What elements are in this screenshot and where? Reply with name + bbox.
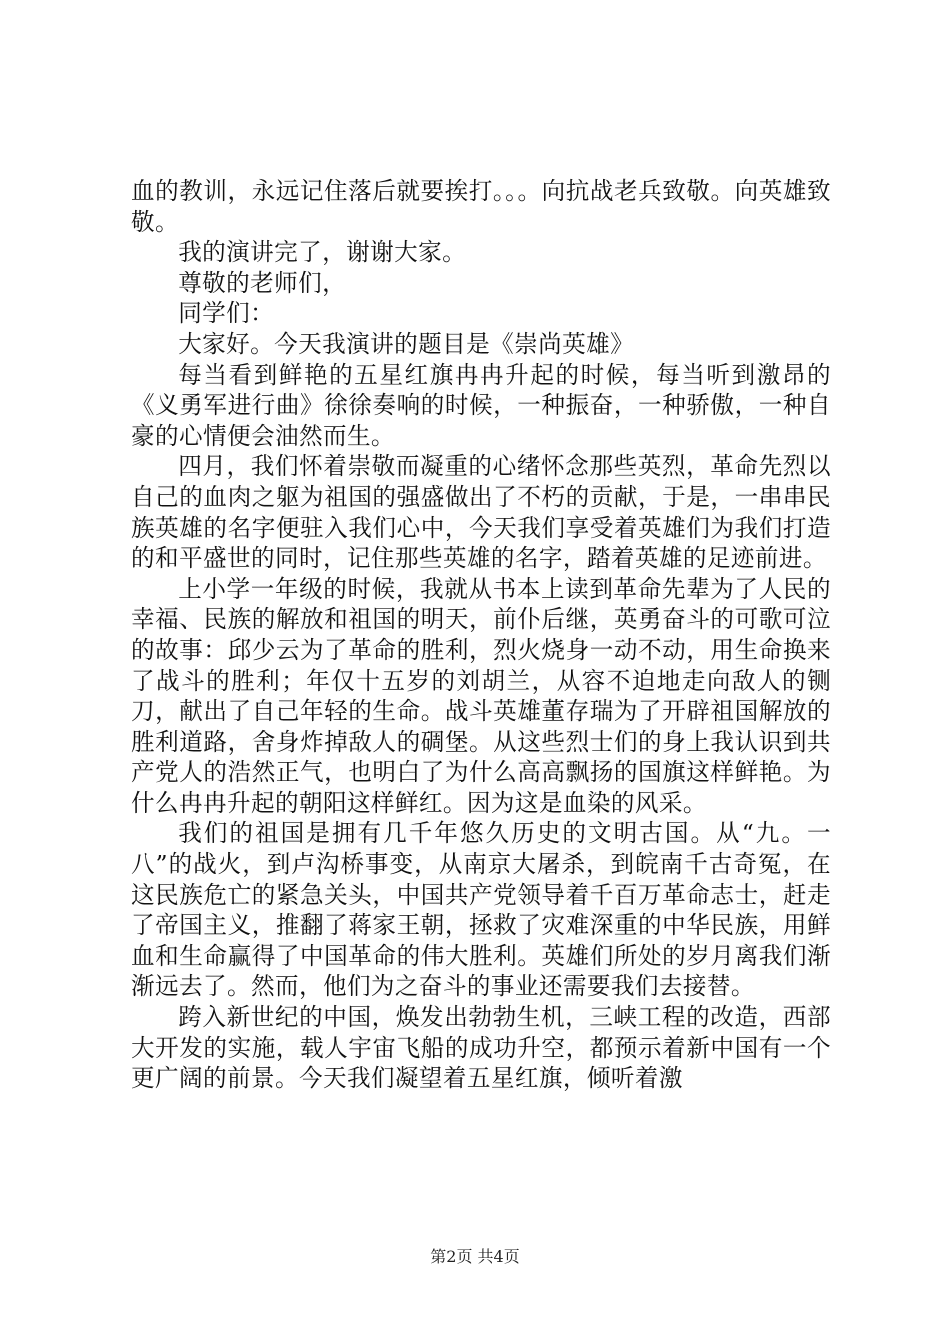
paragraph: 每当看到鲜艳的五星红旗冉冉升起的时候，每当听到激昂的《义勇军进行曲》徐徐奏响的时候，一种振奋，一种骄傲，一种自豪的心情便会油然而生。: [131, 360, 831, 450]
paragraph: 同学们：: [178, 299, 275, 328]
paragraph: 上小学一年级的时候，我就从书本上读到革命先辈为了人民的幸福、民族的解放和祖国的明天，前仆后继，英勇奋斗的可歌可泣的故事：邱少云为了革命的胜利，烈火烧身一动不动，用生命换来了战斗的胜利；年仅十五岁的刘胡兰，从容不迫地走向敌人的铡刀，献出了自己年轻的生命。战斗英雄董存瑞为了开辟祖国解放的胜利道路，舍身炸掉敌人的碉堡。从这些烈士们的身上我认识到共产党人的浩然正气，也明白了为什么高高飘扬的国旗这样鲜艳。为什么冉冉升起的朝阳这样鲜红。因为这是血染的风采。: [131, 574, 831, 817]
paragraph: 血的教训，永远记住落后就要挨打。。。向抗战老兵致敬。向英雄致敬。: [131, 177, 831, 236]
document-body: [131, 176, 831, 1094]
paragraph: 四月，我们怀着崇敬而凝重的心绪怀念那些英烈，革命先烈以自己的血肉之躯为祖国的强盛做出了不朽的贡献，于是，一串串民族英雄的名字便驻入我们心中，今天我们享受着英雄们为我们打造的和平盛世的同时，记住那些英雄的名字，踏着英雄的足迹前进。: [131, 452, 831, 573]
paragraph: 我们的祖国是拥有几千年悠久历史的文明古国。从“九。一八”的战火，到卢沟桥事变，从南京大屠杀，到皖南千古奇冤，在这民族危亡的紧急关头，中国共产党领导着千百万革命志士，赶走了帝国主义，推翻了蒋家王朝，拯救了灾难深重的中华民族，用鲜血和生命赢得了中国革命的伟大胜利。英雄们所处的岁月离我们渐渐远去了。然而，他们为之奋斗的事业还需要我们去接替。: [131, 819, 831, 1001]
paragraph: 大家好。今天我演讲的题目是《崇尚英雄》: [178, 329, 635, 358]
paragraph: 跨入新世纪的中国，焕发出勃勃生机，三峡工程的改造，西部大开发的实施，载人宇宙飞船的成功升空，都预示着新中国有一个更广阔的前景。今天我们凝望着五星红旗，倾听着激: [131, 1003, 831, 1093]
paragraph: 我的演讲完了，谢谢大家。: [178, 238, 467, 267]
paragraph: 尊敬的老师们，: [178, 268, 347, 297]
page-number-footer: 第2页 共4页: [430, 1247, 520, 1266]
